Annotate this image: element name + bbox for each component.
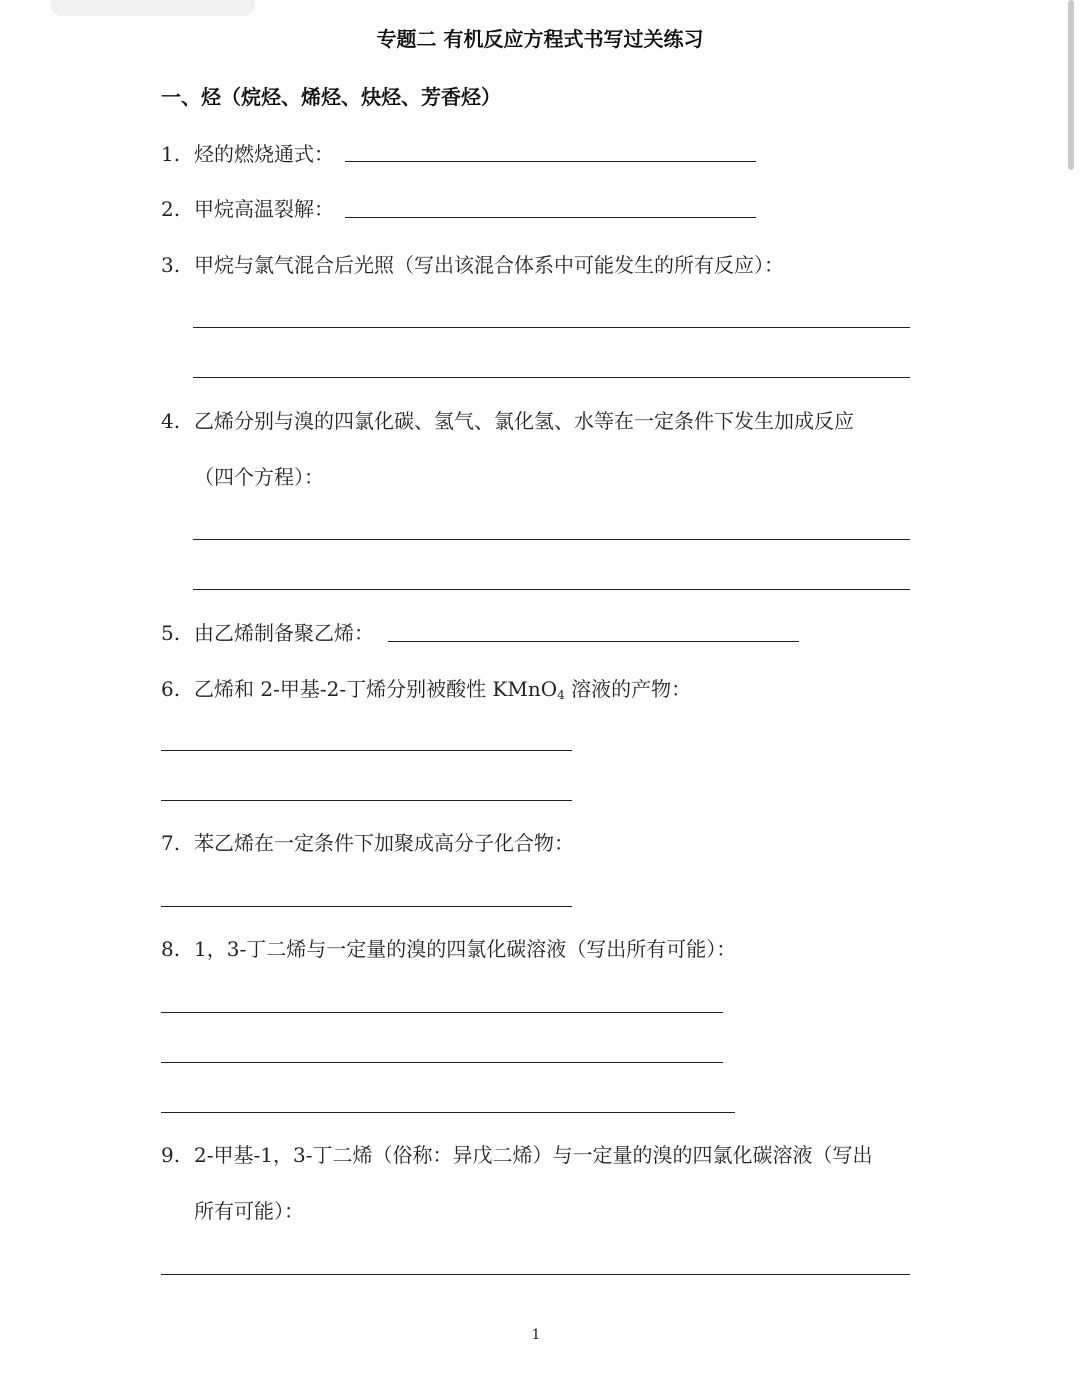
answer-line[interactable]: [161, 1062, 723, 1063]
scrollbar[interactable]: [1066, 0, 1080, 1390]
answer-line[interactable]: [161, 906, 572, 907]
question-number: 7.: [161, 831, 181, 855]
subscript: 4: [557, 688, 565, 702]
page-number: 1: [531, 1327, 541, 1343]
answer-line[interactable]: [161, 800, 572, 801]
question-number: 4.: [161, 409, 181, 433]
question-text: 由乙烯制备聚乙烯：: [194, 621, 374, 645]
document-title: 专题二 有机反应方程式书写过关练习: [376, 27, 704, 51]
answer-line[interactable]: [161, 1012, 723, 1013]
question-text: 甲烷与氯气混合后光照（写出该混合体系中可能发生的所有反应）：: [194, 253, 784, 277]
answer-line[interactable]: [193, 539, 910, 540]
question-number: 1.: [161, 142, 181, 166]
answer-line[interactable]: [161, 750, 572, 751]
question-text-part: 溶液的产物：: [564, 677, 692, 701]
question-number: 5.: [161, 621, 181, 645]
browser-tab-edge: [50, 0, 255, 16]
answer-line[interactable]: [193, 589, 910, 590]
question-text: [194, 674, 691, 704]
answer-line[interactable]: [161, 1112, 735, 1113]
question-text: 乙烯分别与溴的四氯化碳、氢气、氯化氢、水等在一定条件下发生加成反应: [194, 409, 854, 433]
question-text: 甲烷高温裂解：: [194, 197, 334, 221]
answer-line[interactable]: [161, 1274, 910, 1275]
answer-line[interactable]: [193, 377, 910, 378]
question-number: 8.: [161, 937, 181, 961]
question-text: 1，3-丁二烯与一定量的溴的四氯化碳溶液（写出所有可能）：: [194, 937, 737, 961]
question-text: 烃的燃烧通式：: [194, 142, 334, 166]
question-text-continued: （四个方程）：: [194, 465, 324, 489]
question-number: 9.: [161, 1143, 181, 1167]
question-number: 3.: [161, 253, 181, 277]
answer-line[interactable]: [345, 161, 756, 162]
question-text-part: 乙烯和 2-甲基-2-丁烯分别被酸性 KMnO: [194, 677, 558, 701]
answer-line[interactable]: [193, 327, 910, 328]
question-text-continued: 所有可能）：: [194, 1199, 304, 1223]
question-number: 6.: [161, 677, 181, 701]
answer-line[interactable]: [388, 641, 799, 642]
answer-line[interactable]: [345, 217, 756, 218]
section-heading: 一、烃（烷烃、烯烃、炔烃、芳香烃）: [161, 85, 501, 109]
question-number: 2.: [161, 197, 181, 221]
question-text: 2-甲基-1，3-丁二烯（俗称：异戊二烯）与一定量的溴的四氯化碳溶液（写出: [194, 1143, 873, 1167]
question-text: 苯乙烯在一定条件下加聚成高分子化合物：: [194, 831, 574, 855]
